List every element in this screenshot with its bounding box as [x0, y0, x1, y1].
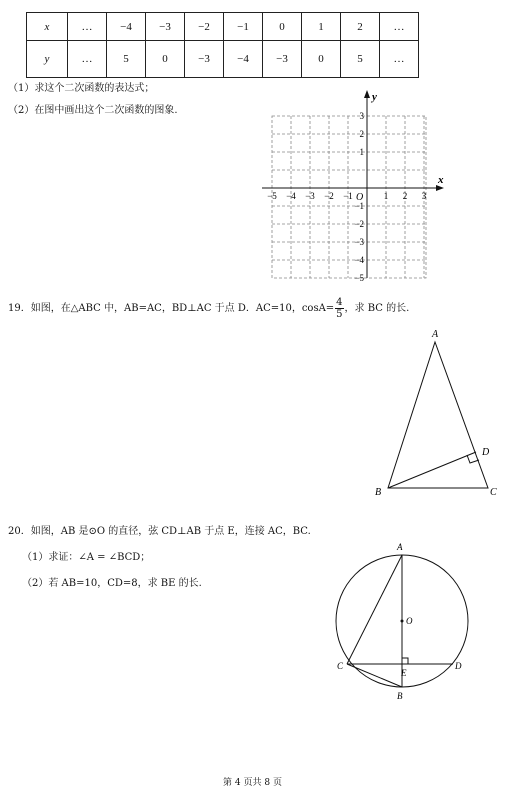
label-a: A — [432, 329, 439, 340]
origin-label: O — [356, 192, 364, 203]
table-cell: 5 — [107, 41, 146, 78]
table-cell: … — [68, 41, 107, 78]
q20-part2: （2）若 AB=10，CD=8，求 BE 的长. — [22, 578, 202, 589]
y-tick-label: 3 — [359, 111, 364, 121]
x-tick-label: −3 — [305, 191, 315, 201]
segment-bc — [347, 664, 402, 687]
circle-figure — [325, 538, 485, 703]
fraction-numerator: 4 — [336, 297, 343, 308]
q18-part1: （1）求这个二次函数的表达式； — [8, 83, 155, 94]
table-header-x: x — [27, 13, 68, 41]
table-row-x — [27, 13, 419, 41]
table-cell: −3 — [146, 13, 185, 41]
x-axis-label: x — [438, 174, 444, 186]
table-cell: −1 — [224, 13, 263, 41]
label-d: D — [482, 447, 490, 458]
coordinate-grid — [262, 88, 452, 283]
label-e: E — [401, 668, 407, 678]
y-tick-label: −1 — [354, 201, 364, 211]
y-tick-label: 1 — [359, 147, 364, 157]
y-tick-label: −5 — [354, 273, 364, 283]
q19-text: 19．如图，在△ABC 中，AB=AC，BD⊥AC 于点 D．AC=10，cosA= — [8, 303, 335, 314]
table-cell: 0 — [263, 13, 302, 41]
table-row-y — [27, 41, 419, 78]
y-tick-label: −3 — [354, 237, 364, 247]
table-cell: −2 — [185, 13, 224, 41]
y-tick-label: −4 — [354, 255, 364, 265]
x-tick-label: 2 — [402, 191, 408, 201]
y-tick-label: 2 — [359, 129, 364, 139]
x-tick-label: −2 — [324, 191, 334, 201]
table-cell: 1 — [302, 13, 341, 41]
table-cell: −3 — [263, 41, 302, 78]
page-footer: 第 4 页共 8 页 — [223, 778, 282, 788]
table-cell: 5 — [341, 41, 380, 78]
y-axis-label: y — [372, 91, 377, 103]
x-tick-label: 3 — [421, 191, 427, 201]
table-header-y: y — [27, 41, 68, 78]
segment-bd — [388, 452, 476, 488]
axes — [262, 92, 442, 278]
label-b: B — [375, 487, 382, 498]
triangle-abc — [388, 342, 488, 488]
triangle-figure — [370, 325, 505, 500]
cos-fraction — [335, 297, 343, 320]
q20-part1: （1）求证：∠A = ∠BCD； — [22, 552, 151, 563]
segment-ac — [347, 555, 402, 664]
right-angle-mark — [402, 658, 408, 664]
q19-question: ，求 BC 的长. — [344, 303, 410, 314]
table-cell: … — [68, 13, 107, 41]
y-arrow-icon — [364, 90, 370, 98]
table-cell: 2 — [341, 13, 380, 41]
label-c: C — [490, 487, 497, 498]
label-c: C — [337, 661, 344, 671]
table-cell: −4 — [107, 13, 146, 41]
table-cell: 0 — [302, 41, 341, 78]
table-cell: … — [380, 13, 419, 41]
center-point — [401, 620, 404, 623]
x-tick-label: 1 — [383, 191, 389, 201]
table-cell: … — [380, 41, 419, 78]
x-tick-labels — [267, 191, 427, 201]
label-a: A — [397, 542, 403, 552]
q20-statement: 20．如图，AB 是⊙O 的直径，弦 CD⊥AB 于点 E，连接 AC，BC. — [8, 526, 311, 537]
fraction-denominator: 5 — [336, 309, 343, 320]
q19-statement — [8, 297, 409, 320]
xy-value-table — [26, 12, 419, 78]
label-b: B — [397, 691, 403, 701]
label-o: O — [406, 616, 413, 626]
x-tick-label: −4 — [286, 191, 296, 201]
q18-part2: （2）在图中画出这个二次函数的图象. — [8, 105, 178, 116]
table-cell: −3 — [185, 41, 224, 78]
table-cell: 0 — [146, 41, 185, 78]
x-tick-label: −5 — [267, 191, 277, 201]
label-d: D — [455, 661, 462, 671]
x-tick-label: −1 — [343, 191, 353, 201]
y-tick-label: −2 — [354, 219, 364, 229]
table-cell: −4 — [224, 41, 263, 78]
